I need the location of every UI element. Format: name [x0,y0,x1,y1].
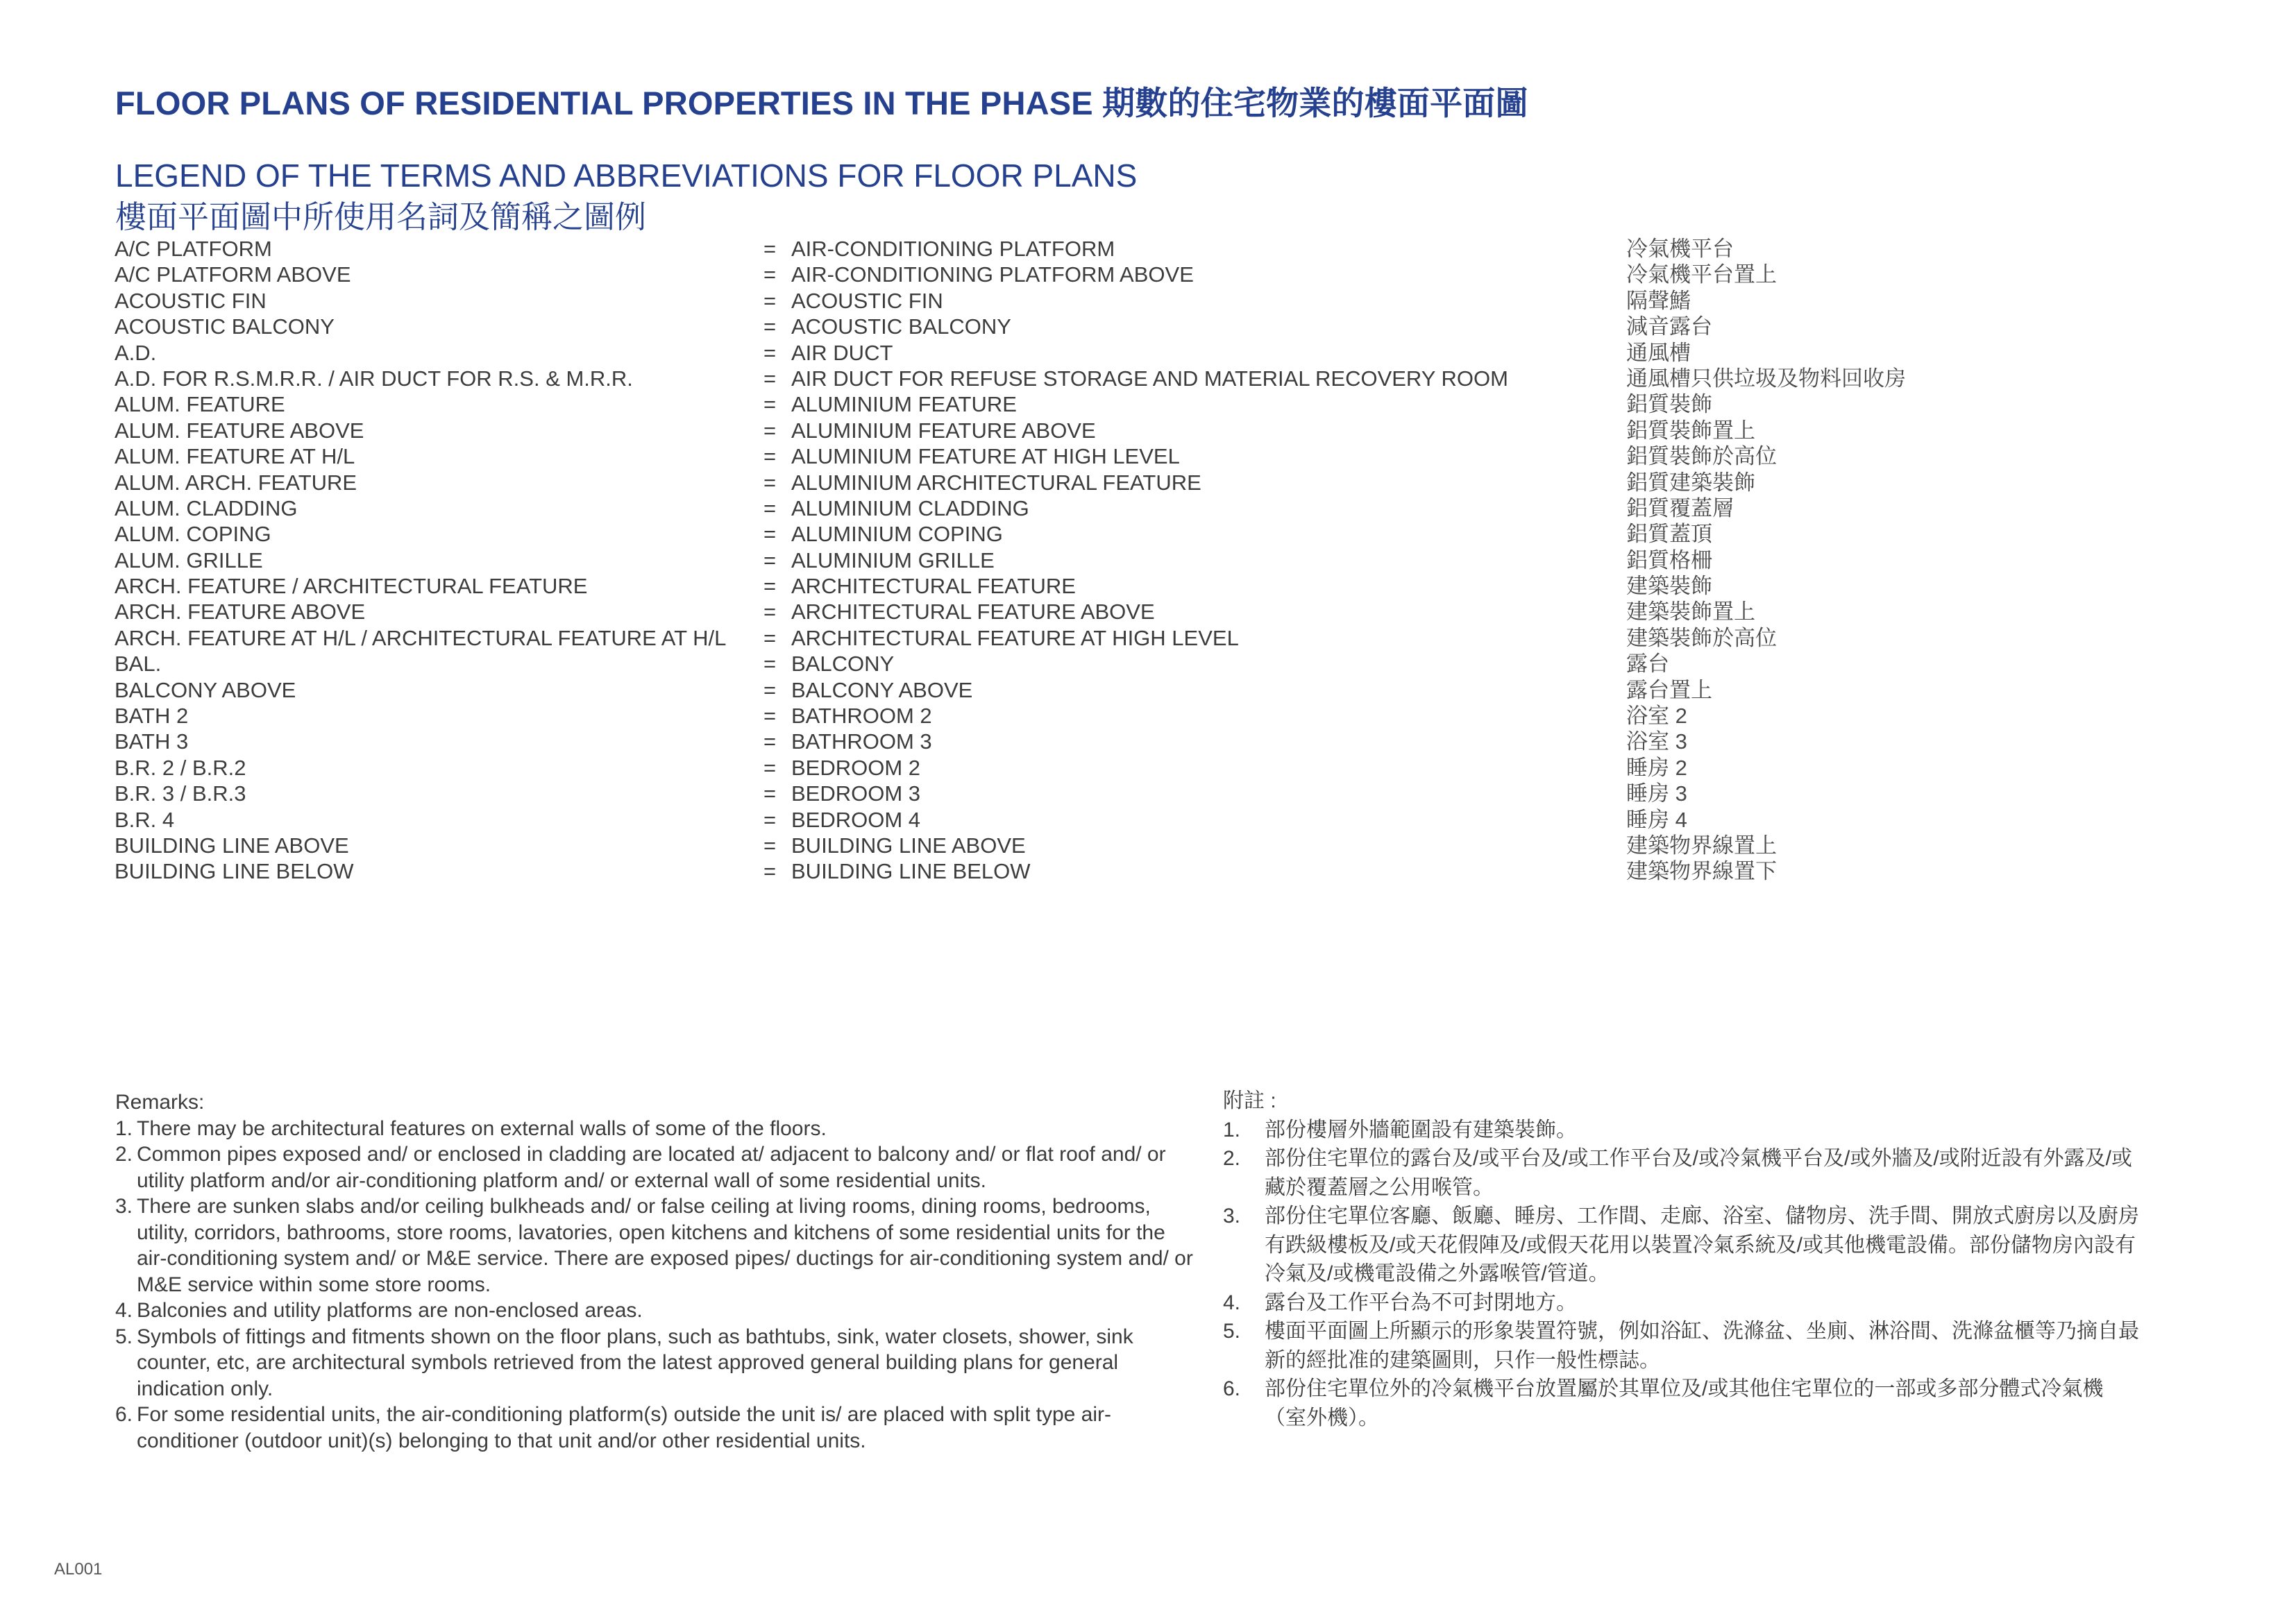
remark-number: 3. [115,1195,133,1218]
legend-abbreviation: ARCH. FEATURE / ARCHITECTURAL FEATURE [115,574,588,599]
legend-chinese-term: 建築裝飾 [1626,574,1712,599]
legend-row [0,755,2296,781]
legend-row [0,391,2296,417]
legend-row [0,807,2296,833]
remark-number: 4. [1223,1291,1241,1314]
legend-chinese-term: 睡房 3 [1626,781,1687,806]
legend-equals: = [763,781,777,806]
legend-equals: = [763,522,777,547]
legend-full-term: ARCHITECTURAL FEATURE AT HIGH LEVEL [791,625,1239,650]
remark-item [115,1116,1198,1142]
legend-row [0,495,2296,521]
legend-chinese-term: 鋁質蓋頂 [1626,522,1712,547]
remark-item-chinese [1223,1144,2139,1202]
legend-equals: = [763,652,777,677]
remark-text: Common pipes exposed and/ or enclosed in cladding are located at/ adjacent to balcony and/ or flat roof and/ or utility platform and/or air-conditioning platform and/ or external wall of some residential units. [137,1143,1166,1192]
legend-equals: = [763,704,777,729]
remark-item-chinese [1223,1375,2139,1432]
remark-item [115,1141,1198,1193]
legend-full-term: ALUMINIUM CLADDING [791,495,1029,520]
legend-full-term: AIR-CONDITIONING PLATFORM [791,237,1115,261]
legend-row [0,443,2296,469]
legend-row [0,521,2296,547]
legend-chinese-term: 睡房 4 [1626,807,1687,832]
legend-abbreviation: ALUM. CLADDING [115,495,298,520]
remarks-list-chinese [1223,1116,2139,1433]
remark-text-chinese: 樓面平面圖上所顯示的形象裝置符號，例如浴缸、洗滌盆、坐廁、淋浴間、洗滌盆櫃等乃摘自最新的經批准的建築圖則，只作一般性標誌。 [1265,1320,2139,1372]
legend-chinese-term: 鋁質裝飾 [1626,392,1712,417]
remark-number: 2. [115,1143,133,1166]
legend-chinese-term: 建築物界線置下 [1626,859,1777,884]
legend-chinese-term: 隔聲鰭 [1626,288,1691,313]
legend-row [0,314,2296,339]
legend-chinese-term: 減音露台 [1626,314,1712,339]
remark-number: 5. [115,1325,133,1348]
remark-item-chinese [1223,1317,2139,1375]
remark-text: There are sunken slabs and/or ceiling bulkheads and/ or false ceiling at living rooms, dining rooms, bedrooms, utility, corridors, bathrooms, store rooms, lavatories, open kitchens and kitchens of some residential units for the air-conditioning system and/ or M&E service. There are exposed pipes/ ductings for air-conditioning system and/ or M&E service within some store rooms. [137,1195,1193,1296]
legend-equals: = [763,314,777,339]
legend-row [0,677,2296,703]
legend-abbreviation: BATH 2 [115,704,189,729]
legend-row [0,833,2296,858]
remark-text: For some residential units, the air-conditioning platform(s) outside the unit is/ are placed with split type air-conditioner (outdoor unit)(s) belonging to that unit and/or other residential units. [137,1403,1111,1452]
legend-full-term: BALCONY ABOVE [791,677,973,702]
remark-item-chinese [1223,1116,2139,1145]
legend-abbreviation: BATH 3 [115,729,189,754]
legend-full-term: BUILDING LINE BELOW [791,859,1031,884]
legend-equals: = [763,677,777,702]
legend-full-term: BALCONY [791,652,895,677]
legend-full-term: BATHROOM 2 [791,704,932,729]
remark-number: 1. [1223,1118,1241,1141]
legend-title-english: LEGEND OF THE TERMS AND ABBREVIATIONS FOR FLOOR PLANS [115,158,1138,194]
legend-chinese-term: 浴室 2 [1626,704,1687,729]
legend-full-term: ALUMINIUM GRILLE [791,547,995,572]
legend-chinese-term: 建築裝飾於高位 [1626,625,1777,650]
legend-full-term: ALUMINIUM FEATURE ABOVE [791,418,1096,443]
remark-number: 6. [1223,1377,1241,1400]
legend-title-chinese: 樓面平面圖中所使用名詞及簡稱之圖例 [115,199,647,235]
legend-row [0,651,2296,677]
legend-row [0,858,2296,884]
legend-full-term: BEDROOM 4 [791,807,921,832]
legend-chinese-term: 冷氣機平台置上 [1626,262,1777,287]
remark-text: Balconies and utility platforms are non-enclosed areas. [137,1299,643,1322]
legend-row [0,573,2296,599]
legend-row [0,547,2296,573]
legend-row [0,236,2296,262]
remark-text-chinese: 部份樓層外牆範圍設有建築裝飾。 [1265,1118,1577,1141]
legend-chinese-term: 建築物界線置上 [1626,833,1777,858]
legend-equals: = [763,600,777,624]
legend-equals: = [763,288,777,313]
remark-text-chinese: 露台及工作平台為不可封閉地方。 [1265,1291,1577,1314]
legend-full-term: AIR DUCT FOR REFUSE STORAGE AND MATERIAL RECOVERY ROOM [791,366,1508,391]
legend-chinese-term: 睡房 2 [1626,755,1687,780]
legend-full-term: BATHROOM 3 [791,729,932,754]
remark-item [115,1324,1198,1402]
legend-abbreviation: A.D. FOR R.S.M.R.R. / AIR DUCT FOR R.S. & M.R.R. [115,366,633,391]
page-code: AL001 [54,1560,103,1579]
legend-chinese-term: 鋁質裝飾於高位 [1626,444,1777,469]
legend-abbreviation: BAL. [115,652,162,677]
legend-full-term: AIR-CONDITIONING PLATFORM ABOVE [791,262,1194,287]
remark-text: Symbols of fittings and fitments shown on the floor plans, such as bathtubs, sink, water closets, shower, sink counter, etc, are architectural symbols retrieved from the latest approved general building plans for general indication only. [137,1325,1133,1400]
legend-abbreviation: ALUM. COPING [115,522,271,547]
legend-row [0,599,2296,624]
legend-abbreviation: BALCONY ABOVE [115,677,296,702]
remark-item-chinese [1223,1289,2139,1318]
legend-equals: = [763,859,777,884]
legend-row [0,366,2296,391]
remark-item [115,1298,1198,1324]
legend-abbreviation: ACOUSTIC FIN [115,288,267,313]
legend-full-term: ARCHITECTURAL FEATURE ABOVE [791,600,1155,624]
legend-row [0,625,2296,651]
legend-abbreviation: ALUM. ARCH. FEATURE [115,470,357,495]
legend-equals: = [763,262,777,287]
legend-abbreviation: ACOUSTIC BALCONY [115,314,335,339]
remark-item-chinese [1223,1202,2139,1289]
legend-row [0,288,2296,314]
legend-row [0,262,2296,287]
legend-equals: = [763,625,777,650]
legend-row [0,781,2296,806]
legend-abbreviation: B.R. 3 / B.R.3 [115,781,246,806]
legend-chinese-term: 露台置上 [1626,677,1712,702]
legend-equals: = [763,392,777,417]
remark-text: There may be architectural features on external walls of some of the floors. [137,1116,827,1140]
remark-number: 3. [1223,1205,1241,1227]
legend-full-term: BUILDING LINE ABOVE [791,833,1026,858]
remark-number: 4. [115,1299,133,1322]
legend-abbreviation: ALUM. FEATURE AT H/L [115,444,355,469]
legend-equals: = [763,755,777,780]
remark-item [115,1402,1198,1454]
legend-full-term: BEDROOM 3 [791,781,921,806]
page-title: FLOOR PLANS OF RESIDENTIAL PROPERTIES IN THE PHASE 期數的住宅物業的樓面平面圖 [115,85,1528,121]
legend-abbreviation: A.D. [115,340,157,365]
legend-chinese-term: 通風槽 [1626,340,1691,365]
legend-row [0,703,2296,729]
legend-full-term: ARCHITECTURAL FEATURE [791,574,1076,599]
remark-text-chinese: 部份住宅單位客廳、飯廳、睡房、工作間、走廊、浴室、儲物房、洗手間、開放式廚房以及廚房有跌級樓板及/或天花假陣及/或假天花用以裝置冷氣系統及/或其他機電設備。部份儲物房內設有冷氣及/或機電設備之外露喉管/管道。 [1265,1205,2139,1285]
legend-chinese-term: 露台 [1626,652,1669,677]
legend-equals: = [763,340,777,365]
legend-abbreviation: ARCH. FEATURE AT H/L / ARCHITECTURAL FEATURE AT H/L [115,625,727,650]
legend-full-term: AIR DUCT [791,340,893,365]
legend-equals: = [763,237,777,261]
legend-equals: = [763,495,777,520]
remark-text-chinese: 部份住宅單位的露台及/或平台及/或工作平台及/或冷氣機平台及/或外牆及/或附近設有外露及/或藏於覆蓋層之公用喉管。 [1265,1147,2133,1199]
legend-chinese-term: 鋁質裝飾置上 [1626,418,1755,443]
legend-equals: = [763,729,777,754]
legend-full-term: ALUMINIUM COPING [791,522,1003,547]
remarks-heading-chinese: 附註 : [1223,1089,1276,1112]
legend-equals: = [763,470,777,495]
legend-row [0,470,2296,495]
remark-text-chinese: 部份住宅單位外的冷氣機平台放置屬於其單位及/或其他住宅單位的一部或多部分體式冷氣機（室外機）。 [1265,1377,2104,1429]
legend-row [0,729,2296,754]
legend-equals: = [763,418,777,443]
legend-equals: = [763,366,777,391]
legend-table [0,236,2296,885]
legend-chinese-term: 建築裝飾置上 [1626,600,1755,624]
legend-chinese-term: 冷氣機平台 [1626,237,1734,261]
legend-abbreviation: ALUM. FEATURE [115,392,285,417]
remark-number: 5. [1223,1320,1241,1343]
legend-equals: = [763,833,777,858]
legend-chinese-term: 鋁質格柵 [1626,547,1712,572]
legend-chinese-term: 鋁質建築裝飾 [1626,470,1755,495]
remark-number: 2. [1223,1147,1241,1170]
legend-abbreviation: A/C PLATFORM [115,237,272,261]
legend-abbreviation: ARCH. FEATURE ABOVE [115,600,366,624]
remarks-chinese [1223,1087,2139,1432]
remark-number: 6. [115,1403,133,1426]
legend-equals: = [763,444,777,469]
legend-abbreviation: BUILDING LINE BELOW [115,859,354,884]
remarks-heading: Remarks: [115,1091,205,1114]
legend-full-term: ALUMINIUM ARCHITECTURAL FEATURE [791,470,1201,495]
legend-abbreviation: A/C PLATFORM ABOVE [115,262,351,287]
legend-abbreviation: ALUM. GRILLE [115,547,263,572]
legend-row [0,418,2296,443]
remarks-english [115,1089,1198,1454]
remarks-list [115,1116,1198,1454]
legend-full-term: ACOUSTIC FIN [791,288,943,313]
legend-chinese-term: 通風槽只供垃圾及物料回收房 [1626,366,1906,391]
legend-abbreviation: B.R. 2 / B.R.2 [115,755,246,780]
legend-equals: = [763,547,777,572]
legend-abbreviation: B.R. 4 [115,807,175,832]
legend-abbreviation: BUILDING LINE ABOVE [115,833,349,858]
legend-full-term: ACOUSTIC BALCONY [791,314,1011,339]
legend-equals: = [763,807,777,832]
remark-number: 1. [115,1116,133,1140]
legend-abbreviation: ALUM. FEATURE ABOVE [115,418,364,443]
legend-chinese-term: 浴室 3 [1626,729,1687,754]
legend-chinese-term: 鋁質覆蓋層 [1626,495,1734,520]
legend-full-term: ALUMINIUM FEATURE AT HIGH LEVEL [791,444,1180,469]
legend-full-term: ALUMINIUM FEATURE [791,392,1017,417]
remark-item [115,1193,1198,1298]
legend-row [0,340,2296,366]
legend-full-term: BEDROOM 2 [791,755,921,780]
legend-equals: = [763,574,777,599]
